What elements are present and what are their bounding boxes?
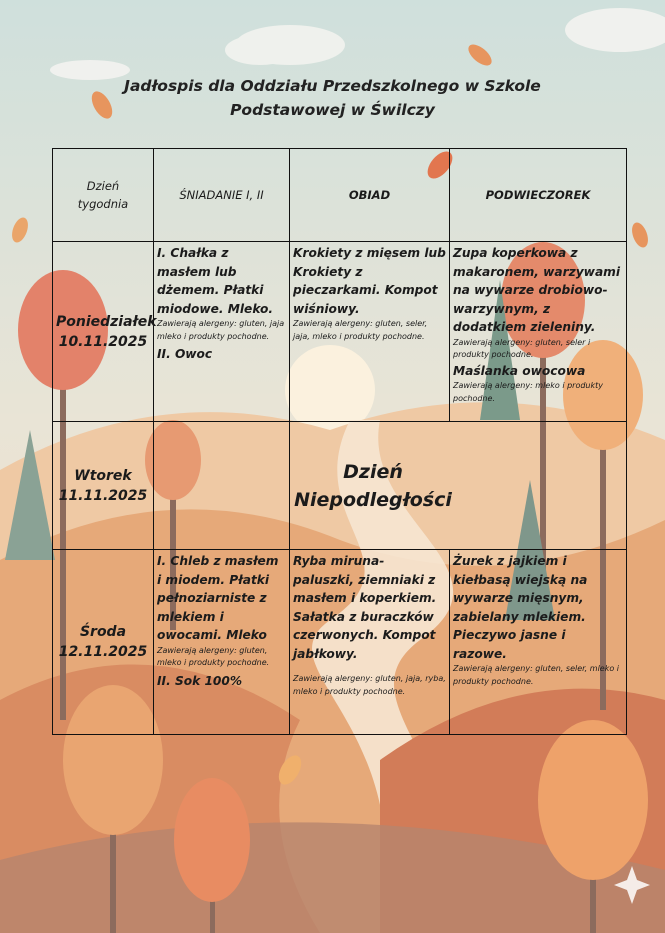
breakfast-cell-tuesday	[154, 422, 290, 550]
holiday-line-2: Niepodległości	[294, 488, 452, 511]
snack-allergens: Zawierają alergeny: gluten, seler, mleko i produkty pochodne.	[453, 664, 619, 686]
snack-dish-2: Maślanka owocowa	[453, 363, 586, 378]
table-row-monday	[53, 242, 627, 422]
day-date: 11.11.2025	[58, 487, 148, 504]
header-day-line-2: tygodnia	[77, 197, 129, 211]
holiday-cell	[290, 422, 627, 550]
day-cell-wednesday	[53, 550, 154, 735]
header-day	[53, 149, 154, 242]
title-line-1: Jadłospis dla Oddziału Przedszkolnego w Szkole	[124, 77, 541, 95]
lunch-allergens: Zawierają alergeny: gluten, jaja, ryba, mleko i produkty pochodne.	[293, 674, 446, 696]
lunch-dish: Ryba miruna- paluszki, ziemniaki z masłem i koperkiem. Sałatka z buraczków czerwonych. Kompot jabłkowy.	[293, 554, 437, 661]
table-row-tuesday	[53, 422, 627, 550]
header-snack: PODWIECZOREK	[450, 149, 627, 242]
snack-allergens-2: Zawierają alergeny: mleko i produkty pochodne.	[453, 381, 603, 403]
table-row-wednesday	[53, 550, 627, 735]
snack-dish: Żurek z jajkiem i kiełbasą wiejską na wywarze mięsnym, zabielany mlekiem. Pieczywo jasne i razowe.	[453, 554, 588, 661]
day-name: Wtorek	[74, 467, 132, 484]
header-day-line-1: Dzień	[86, 179, 120, 193]
header-lunch: OBIAD	[290, 149, 450, 242]
breakfast-dish-2: II. Sok 100%	[157, 673, 243, 688]
lunch-cell-monday	[290, 242, 450, 422]
snack-cell-wednesday	[450, 550, 627, 735]
breakfast-dish-1: I. Chleb z masłem i miodem. Płatki pełnoziarniste z mlekiem i owocami. Mleko	[157, 554, 279, 642]
day-date: 12.11.2025	[58, 644, 148, 660]
lunch-cell-wednesday	[290, 550, 450, 735]
day-name: Środa	[79, 624, 127, 640]
holiday-line-1: Dzień	[343, 460, 403, 483]
day-date: 10.11.2025	[58, 333, 148, 350]
breakfast-cell-wednesday	[154, 550, 290, 735]
snack-allergens-1: Zawierają alergeny: gluten, seler i produkty pochodne.	[453, 337, 591, 359]
snack-cell-monday	[450, 242, 627, 422]
lunch-allergens: Zawierają alergeny: gluten, seler, jaja, mleko i produkty pochodne.	[293, 319, 428, 341]
day-cell-monday	[53, 242, 157, 422]
snack-dish-1: Zupa koperkowa z makaronem, warzywami na wywarze drobiowo- warzywnym, z dodatkiem zieleniny.	[453, 246, 621, 334]
breakfast-allergens: Zawierają alergeny: gluten, jaja mleko i produkty pochodne.	[157, 319, 285, 341]
header-breakfast: ŚNIADANIE I, II	[154, 149, 290, 242]
breakfast-dish-2: II. Owoc	[157, 347, 213, 361]
lunch-dish: Krokiety z mięsem lub Krokiety z pieczarkami. Kompot wiśniowy.	[293, 246, 446, 316]
header-row	[53, 149, 627, 242]
breakfast-dish-1: I. Chałka z masłem lub dżemem. Płatki miodowe. Mleko.	[157, 246, 273, 316]
title-line-2: Podstawowej w Świlczy	[230, 101, 435, 119]
breakfast-allergens: Zawierają alergeny: gluten, mleko i produkty pochodne.	[157, 645, 270, 667]
menu-table	[52, 148, 627, 735]
day-name: Poniedziałek	[56, 313, 157, 330]
breakfast-cell-monday	[154, 242, 290, 422]
page-title	[0, 74, 665, 122]
day-cell-tuesday	[53, 422, 154, 550]
